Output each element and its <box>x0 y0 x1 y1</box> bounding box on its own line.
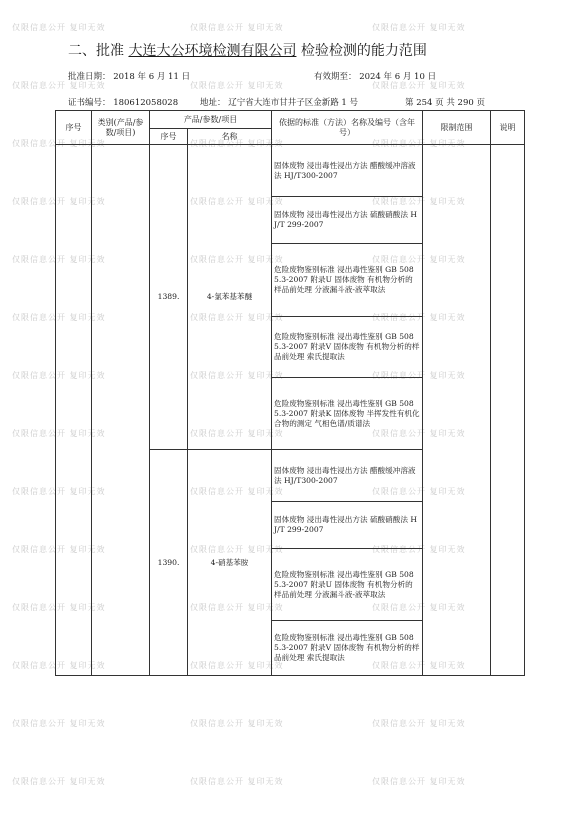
watermark-text: 仅限信息公开 复印无效 <box>12 139 106 148</box>
watermark-text: 仅限信息公开 复印无效 <box>190 255 284 264</box>
watermark-text: 仅限信息公开 复印无效 <box>12 313 106 322</box>
watermark-text: 仅限信息公开 复印无效 <box>190 313 284 322</box>
watermark-text: 仅限信息公开 复印无效 <box>190 545 284 554</box>
title-suffix: 检验检测的能力范围 <box>300 43 427 59</box>
standard-text: 固体废物 浸出毒性浸出方法 醋酸缓冲溶液法 HJ/T300-2007 <box>274 465 416 485</box>
item-name: 4-氯苯基苯醚 <box>188 145 272 450</box>
watermark-text: 仅限信息公开 复印无效 <box>372 371 466 380</box>
standard-text: 危险废物鉴别标准 浸出毒性鉴别 GB 5085.3-2007 附录V 固体废物 有机物分析的样品前处理 索氏提取法 <box>274 332 420 361</box>
col-sub-seq: 序号 <box>150 129 188 145</box>
watermark-text: 仅限信息公开 复印无效 <box>190 487 284 496</box>
item-seq: 1390. <box>150 450 188 676</box>
watermark-text: 仅限信息公开 复印无效 <box>190 429 284 438</box>
valid-until: 有效期至： 2024 年 6 月 10 日 <box>314 72 437 82</box>
col-limit: 限制范围 <box>423 111 491 145</box>
standard-text: 危险废物鉴别标准 浸出毒性鉴别 GB 5085.3-2007 附录K 固体废物 半挥发性有机化合物的测定 气相色谱/质谱法 <box>274 398 420 428</box>
standard-text: 固体废物 浸出毒性浸出方法 硫酸硝酸法 HJ/T 299-2007 <box>274 515 417 534</box>
watermark-text: 仅限信息公开 复印无效 <box>12 255 106 264</box>
page-info: 第 254 页 共 290 页 <box>405 98 485 108</box>
standard-cell <box>272 378 423 450</box>
standard-text: 危险废物鉴别标准 浸出毒性鉴别 GB 5085.3-2007 附录V 固体废物 有机物分析的样品前处理 索氏提取法 <box>274 633 420 662</box>
watermark-text: 仅限信息公开 复印无效 <box>12 777 106 786</box>
watermark-text: 仅限信息公开 复印无效 <box>372 719 466 728</box>
col-product-group: 产品/参数/项目 <box>150 111 272 129</box>
standard-text: 固体废物 浸出毒性浸出方法 硫酸硝酸法 HJ/T 299-2007 <box>274 210 417 229</box>
note-cell <box>491 145 525 676</box>
col-category: 类别(产品/参数/项目) <box>92 111 150 145</box>
watermark-text: 仅限信息公开 复印无效 <box>372 777 466 786</box>
watermark-text: 仅限信息公开 复印无效 <box>12 661 106 670</box>
table-row <box>56 145 525 197</box>
standard-cell <box>272 244 423 317</box>
seq-cell <box>56 145 92 676</box>
table-body <box>56 145 525 676</box>
watermark-text: 仅限信息公开 复印无效 <box>190 371 284 380</box>
watermark-text: 仅限信息公开 复印无效 <box>12 197 106 206</box>
col-sub-name: 名称 <box>188 129 272 145</box>
watermark-text: 仅限信息公开 复印无效 <box>12 487 106 496</box>
org-name: 大连大公环境检测有限公司 <box>128 43 297 59</box>
watermark-text: 仅限信息公开 复印无效 <box>190 661 284 670</box>
watermark-text: 仅限信息公开 复印无效 <box>372 23 466 32</box>
watermark-text: 仅限信息公开 复印无效 <box>372 487 466 496</box>
watermark-text: 仅限信息公开 复印无效 <box>372 197 466 206</box>
standard-cell <box>272 450 423 502</box>
watermark-text: 仅限信息公开 复印无效 <box>12 545 106 554</box>
capability-table <box>55 110 525 676</box>
watermark-text: 仅限信息公开 复印无效 <box>372 545 466 554</box>
watermark-text: 仅限信息公开 复印无效 <box>190 81 284 90</box>
watermark-text: 仅限信息公开 复印无效 <box>12 371 106 380</box>
watermark-text: 仅限信息公开 复印无效 <box>190 777 284 786</box>
watermark-text: 仅限信息公开 复印无效 <box>190 719 284 728</box>
watermark-text: 仅限信息公开 复印无效 <box>12 719 106 728</box>
standard-text: 固体废物 浸出毒性浸出方法 醋酸缓冲溶液法 HJ/T300-2007 <box>274 160 416 180</box>
approval-date: 批准日期： 2018 年 6 月 11 日 <box>68 72 191 82</box>
limit-cell <box>423 145 491 676</box>
item-name: 4-硝基苯胺 <box>188 450 272 676</box>
watermark-text: 仅限信息公开 复印无效 <box>372 313 466 322</box>
watermark-text: 仅限信息公开 复印无效 <box>190 23 284 32</box>
watermark-text: 仅限信息公开 复印无效 <box>372 603 466 612</box>
standard-cell <box>272 502 423 549</box>
standard-cell <box>272 317 423 378</box>
col-seq: 序号 <box>56 111 92 145</box>
watermark-text: 仅限信息公开 复印无效 <box>372 139 466 148</box>
watermark-text: 仅限信息公开 复印无效 <box>12 23 106 32</box>
watermark-text: 仅限信息公开 复印无效 <box>372 661 466 670</box>
standard-cell <box>272 145 423 197</box>
watermark-text: 仅限信息公开 复印无效 <box>12 603 106 612</box>
watermark-text: 仅限信息公开 复印无效 <box>372 429 466 438</box>
page-title <box>68 40 538 60</box>
col-note: 说明 <box>491 111 525 145</box>
standard-cell <box>272 621 423 676</box>
watermark-text: 仅限信息公开 复印无效 <box>12 81 106 90</box>
standard-text: 危险废物鉴别标准 浸出毒性鉴别 GB 5085.3-2007 附录U 固体废物 有机物分析的样品前处理 分液漏斗液-液萃取法 <box>274 265 414 294</box>
watermark-text: 仅限信息公开 复印无效 <box>372 255 466 264</box>
standard-text: 危险废物鉴别标准 浸出毒性鉴别 GB 5085.3-2007 附录U 固体废物 有机物分析的样品前处理 分液漏斗液-液萃取法 <box>274 569 414 599</box>
watermark-text: 仅限信息公开 复印无效 <box>190 197 284 206</box>
item-seq: 1389. <box>150 145 188 450</box>
cert-number: 证书编号： 180612058028 <box>68 98 179 108</box>
col-standard: 依据的标准（方法）名称及编号（含年号） <box>272 111 423 145</box>
address: 地址： 辽宁省大连市甘井子区金新路 1 号 <box>200 98 359 108</box>
watermark-text: 仅限信息公开 复印无效 <box>190 139 284 148</box>
watermark-text: 仅限信息公开 复印无效 <box>12 429 106 438</box>
watermark-text: 仅限信息公开 复印无效 <box>190 603 284 612</box>
standard-cell <box>272 197 423 244</box>
title-prefix: 二、批准 <box>68 43 124 59</box>
standard-cell <box>272 549 423 621</box>
watermark-text: 仅限信息公开 复印无效 <box>372 81 466 90</box>
category-cell <box>92 145 150 676</box>
